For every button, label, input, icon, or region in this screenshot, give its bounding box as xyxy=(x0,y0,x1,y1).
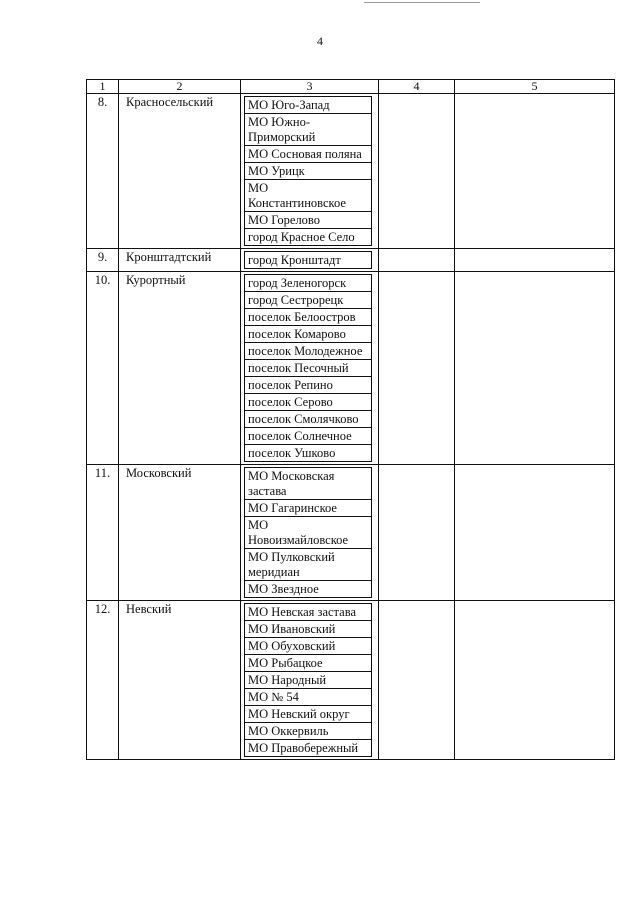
subdivision-item: город Красное Село xyxy=(244,228,372,246)
empty-cell-col5 xyxy=(455,465,615,601)
header-cell-2: 2 xyxy=(119,80,241,94)
subdivisions-cell xyxy=(241,272,379,465)
subdivision-item: поселок Солнечное xyxy=(244,427,372,445)
subdivision-item: город Кронштадт xyxy=(244,251,372,269)
subdivision-item: МО Константиновское xyxy=(244,179,372,212)
subdivision-item: город Сестрорецк xyxy=(244,291,372,309)
row-number-cell: 9. xyxy=(87,249,119,272)
table-row xyxy=(87,465,615,601)
empty-cell-col5 xyxy=(455,249,615,272)
subdivision-item: МО Оккервиль xyxy=(244,722,372,740)
subdivision-item: поселок Смолячково xyxy=(244,410,372,428)
empty-cell-col4 xyxy=(379,465,455,601)
header-cell-5: 5 xyxy=(455,80,615,94)
subdivision-item: МО Рыбацкое xyxy=(244,654,372,672)
subdivision-list xyxy=(244,251,372,269)
subdivisions-cell xyxy=(241,94,379,249)
subdivision-item: поселок Белоостров xyxy=(244,308,372,326)
table-row xyxy=(87,94,615,249)
subdivision-list xyxy=(244,96,372,246)
table-row xyxy=(87,601,615,760)
table-row xyxy=(87,272,615,465)
subdivision-item: МО Пулковский меридиан xyxy=(244,548,372,581)
subdivision-item: МО Звездное xyxy=(244,580,372,598)
subdivision-item: МО № 54 xyxy=(244,688,372,706)
subdivision-item: МО Юго-Запад xyxy=(244,96,372,114)
page-number: 4 xyxy=(317,34,323,48)
district-name-cell: Кронштадтский xyxy=(119,249,241,272)
empty-cell-col4 xyxy=(379,601,455,760)
subdivision-item: поселок Песочный xyxy=(244,359,372,377)
subdivision-item: МО Невский округ xyxy=(244,705,372,723)
subdivisions-cell xyxy=(241,601,379,760)
header-cell-3: 3 xyxy=(241,80,379,94)
subdivision-item: МО Гагаринское xyxy=(244,499,372,517)
table-row xyxy=(87,249,615,272)
district-name-cell: Московский xyxy=(119,465,241,601)
top-edge-rule xyxy=(364,2,480,3)
empty-cell-col5 xyxy=(455,272,615,465)
subdivision-item: МО Горелово xyxy=(244,211,372,229)
row-number-cell: 11. xyxy=(87,465,119,601)
header-cell-1: 1 xyxy=(87,80,119,94)
subdivision-item: МО Новоизмайловское xyxy=(244,516,372,549)
subdivision-item: МО Южно-Приморский xyxy=(244,113,372,146)
empty-cell-col5 xyxy=(455,94,615,249)
districts-table-container xyxy=(86,79,614,760)
district-name-cell: Невский xyxy=(119,601,241,760)
empty-cell-col4 xyxy=(379,94,455,249)
row-number-cell: 8. xyxy=(87,94,119,249)
subdivision-item: поселок Комарово xyxy=(244,325,372,343)
subdivision-item: поселок Репино xyxy=(244,376,372,394)
subdivision-item: МО Ивановский xyxy=(244,620,372,638)
header-cell-4: 4 xyxy=(379,80,455,94)
subdivision-item: МО Сосновая поляна xyxy=(244,145,372,163)
subdivision-item: поселок Серово xyxy=(244,393,372,411)
header-row xyxy=(87,80,615,94)
district-name-cell: Красносельский xyxy=(119,94,241,249)
empty-cell-col4 xyxy=(379,272,455,465)
subdivision-list xyxy=(244,467,372,598)
district-name-cell: Курортный xyxy=(119,272,241,465)
subdivisions-cell xyxy=(241,465,379,601)
subdivision-item: поселок Молодежное xyxy=(244,342,372,360)
empty-cell-col4 xyxy=(379,249,455,272)
districts-table xyxy=(86,79,615,760)
subdivision-list xyxy=(244,603,372,757)
empty-cell-col5 xyxy=(455,601,615,760)
row-number-cell: 12. xyxy=(87,601,119,760)
row-number-cell: 10. xyxy=(87,272,119,465)
subdivision-list xyxy=(244,274,372,462)
subdivision-item: МО Народный xyxy=(244,671,372,689)
subdivision-item: поселок Ушково xyxy=(244,444,372,462)
subdivision-item: МО Невская застава xyxy=(244,603,372,621)
subdivision-item: МО Урицк xyxy=(244,162,372,180)
subdivisions-cell xyxy=(241,249,379,272)
subdivision-item: город Зеленогорск xyxy=(244,274,372,292)
subdivision-item: МО Обуховский xyxy=(244,637,372,655)
subdivision-item: МО Правобережный xyxy=(244,739,372,757)
subdivision-item: МО Московская застава xyxy=(244,467,372,500)
